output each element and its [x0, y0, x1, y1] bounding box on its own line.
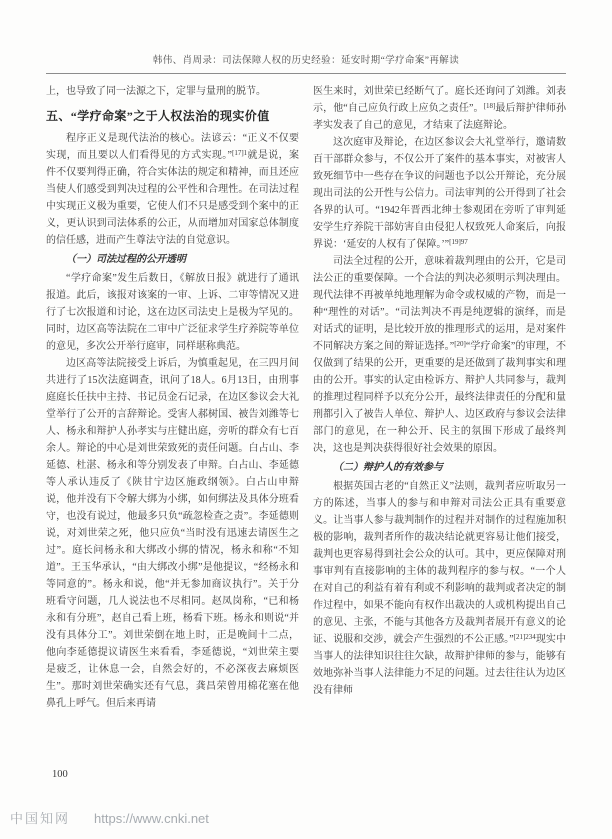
section-heading: 五、“学疗命案”之于人权法治的现实价值 [46, 109, 270, 123]
running-header: 韩伟、肖周录：司法保障人权的历史经验：延安时期“学疗命案”再解读 [152, 56, 460, 66]
header-divider [46, 73, 566, 74]
cnki-site-url: https://www.cnki.net [94, 811, 209, 826]
paragraph-public-trial: 这次庭审及辩论，在边区参议会大礼堂举行，邀请数百干部群众参与，不仅公开了案件的基本事实，对被害人致死细节中一些存在争议的问题也予以公开辩论，充分展现出司法的公开性与公信力。司法审判的公开得到了社会各界的认可。“1942年晋西北绅士参观团在旁听了审判延安学生疗养院干部妨害自由侵犯人权致死人命案后，向报界说：‘延安的人权有了保障。’”$^{[19]97}$ [313, 137, 566, 250]
paragraph-procedural-justice: 程序正义是现代法治的核心。法谚云：“正义不仅要实现，而且要以人们看得见的方式实现。”$^{[17]1}$就是说，案件不仅要判得正确，符合实体法的规定和精神，而且还应当使人们感受到判决过程的公平性和合理性。在司法过程中实现正义极为重要，它使人们不只是感受到个案中的正义，更认识到司法体系的公正，从而增加对国家总体制度的信任感，进而产生尊法守法的自觉意识。 [46, 133, 299, 246]
subsection-heading-defense: （二）辩护人的有效参与 [333, 462, 443, 473]
paragraph-debate-end: 医生来时，刘世荣已经断气了。庭长还询问了刘潍。刘表示，他“自己应负行政上应负之责任”。[18]最后辩护律师孙孝实发表了自己的意见，才结束了法庭辩论。 [313, 86, 566, 131]
page-number: 100 [52, 769, 68, 780]
paragraph-press-coverage: “学疗命案”发生后数日，《解放日报》就进行了通讯报道。此后，该报对该案的一审、上诉、二审等情况又进行了七次报道和讨论，这在边区司法史上是极为罕见的。同时，边区高等法院在二审中广泛征求学生疗养院等单位的意见，多次公开举行庭审，同样堪称典范。 [46, 273, 299, 352]
paragraph-defense-participation: 根据英国古老的“自然正义”法则，裁判者应听取另一方的陈述，当事人的参与和申辩对司法公正具有重要意义。让当事人参与裁判制作的过程并对制作的过程施加积极的影响，裁判者所作的裁决结论就更容易让他们接受，裁判也更容易得到社会公众的认可。其中，更应保障对刑事审判有直接影响的主体的裁判程序的参与权。“一个人在对自己的利益有着有利或不利影响的裁判或者决定的制作过程中，如果不能向有权作出裁决的人或机构提出自己的意见、主张，不能与其他各方及裁判者展开有意义的论证、说服和交涉，就会产生强烈的不公正感。”$^{[21]234}$现实中当事人的法律知识往往欠缺，故辩护律师的参与，能够有效地弥补当事人法律能力不足的问题。过去往往认为边区没有律师 [313, 481, 566, 696]
subsection-heading-openness: （一）司法过程的公开透明 [66, 254, 186, 265]
carryover-paragraph: 上，也导致了同一法源之下，定罪与量刑的脱节。 [46, 86, 266, 97]
cnki-watermark [10, 808, 209, 827]
right-column [313, 83, 566, 761]
paragraph-court-debate: 边区高等法院接受上诉后，为慎重起见，在三四月间共进行了15次法庭调查，讯问了18人。6月13日，由刑事庭庭长任扶中主持、书记员金石记录，在边区参议会大礼堂举行了公开的言辞辩论。受害人郝树国、被告刘潍等七人、杨永和辩护人孙孝实与庄健出庭，旁听的群众有七百余人。辩论的中心是刘世荣致死的责任问题。白占山、李延德、杜湛、杨永和等分别发表了申辩。白占山、李延德等人承认违反了《陕甘宁边区施政纲领》。白占山申辩说，他并没有下令解大绑为小绑，如何绑法及具体分班看守，也没有说过，他最多只负“疏忽检查之责”。李延德则说，对刘世荣之死，他只应负“当时没有迅速去请医生之过”。庭长问杨永和大绑改小绑的情况，杨永和称“不知道”。王玉华承认，“由大绑改小绑”是他提议，“经杨永和等同意的”。杨永和说，他“并无参加商议执行”。关于分班看守问题，几人说法也不尽相同。赵凤岗称，“已和杨永和有分班”，赵自己看上班，杨看下班。杨永和则说“并没有具体分工”。刘世荣倒在地上时，正是晚间十二点，他向李延德提议请医生来看看，李延德说，“刘世荣主要是疲乏，让休息一会，自然会好的，不必深夜去麻烦医生”。那时刘世荣确实还有气息，龚昌荣曾用棉花塞在他鼻孔上呼气。但后来再请 [46, 358, 299, 709]
paragraph-open-reasoning: 司法全过程的公开，意味着裁判理由的公开，它是司法公正的重要保障。一个合法的判决必须明示判决理由。现代法律不再被单纯地理解为命令或权威的产物，而是一种“理性的对话”。“司法判决不再是纯逻辑的演绎，而是对话式的证明，是比较开放的推理形式的运用，是对案件不同解决方案之间的辩证选择。”[20]“学疗命案”的审理，不仅做到了结果的公开，更重要的是还做到了裁判事实和理由的公开。事实的认定由检诉方、辩护人共同参与，裁判的推理过程同样予以充分公开，最终法律责任的分配和量刑都引入了被告人单位、辩护人、边区政府与参议会法律部门的意见，在一种公开、民主的氛围下形成了最终判决，这也是判决获得很好社会效果的原因。 [313, 256, 566, 454]
two-column-body [46, 83, 566, 761]
left-column [46, 83, 299, 761]
cnki-site-name: 中国知网 [10, 811, 71, 826]
